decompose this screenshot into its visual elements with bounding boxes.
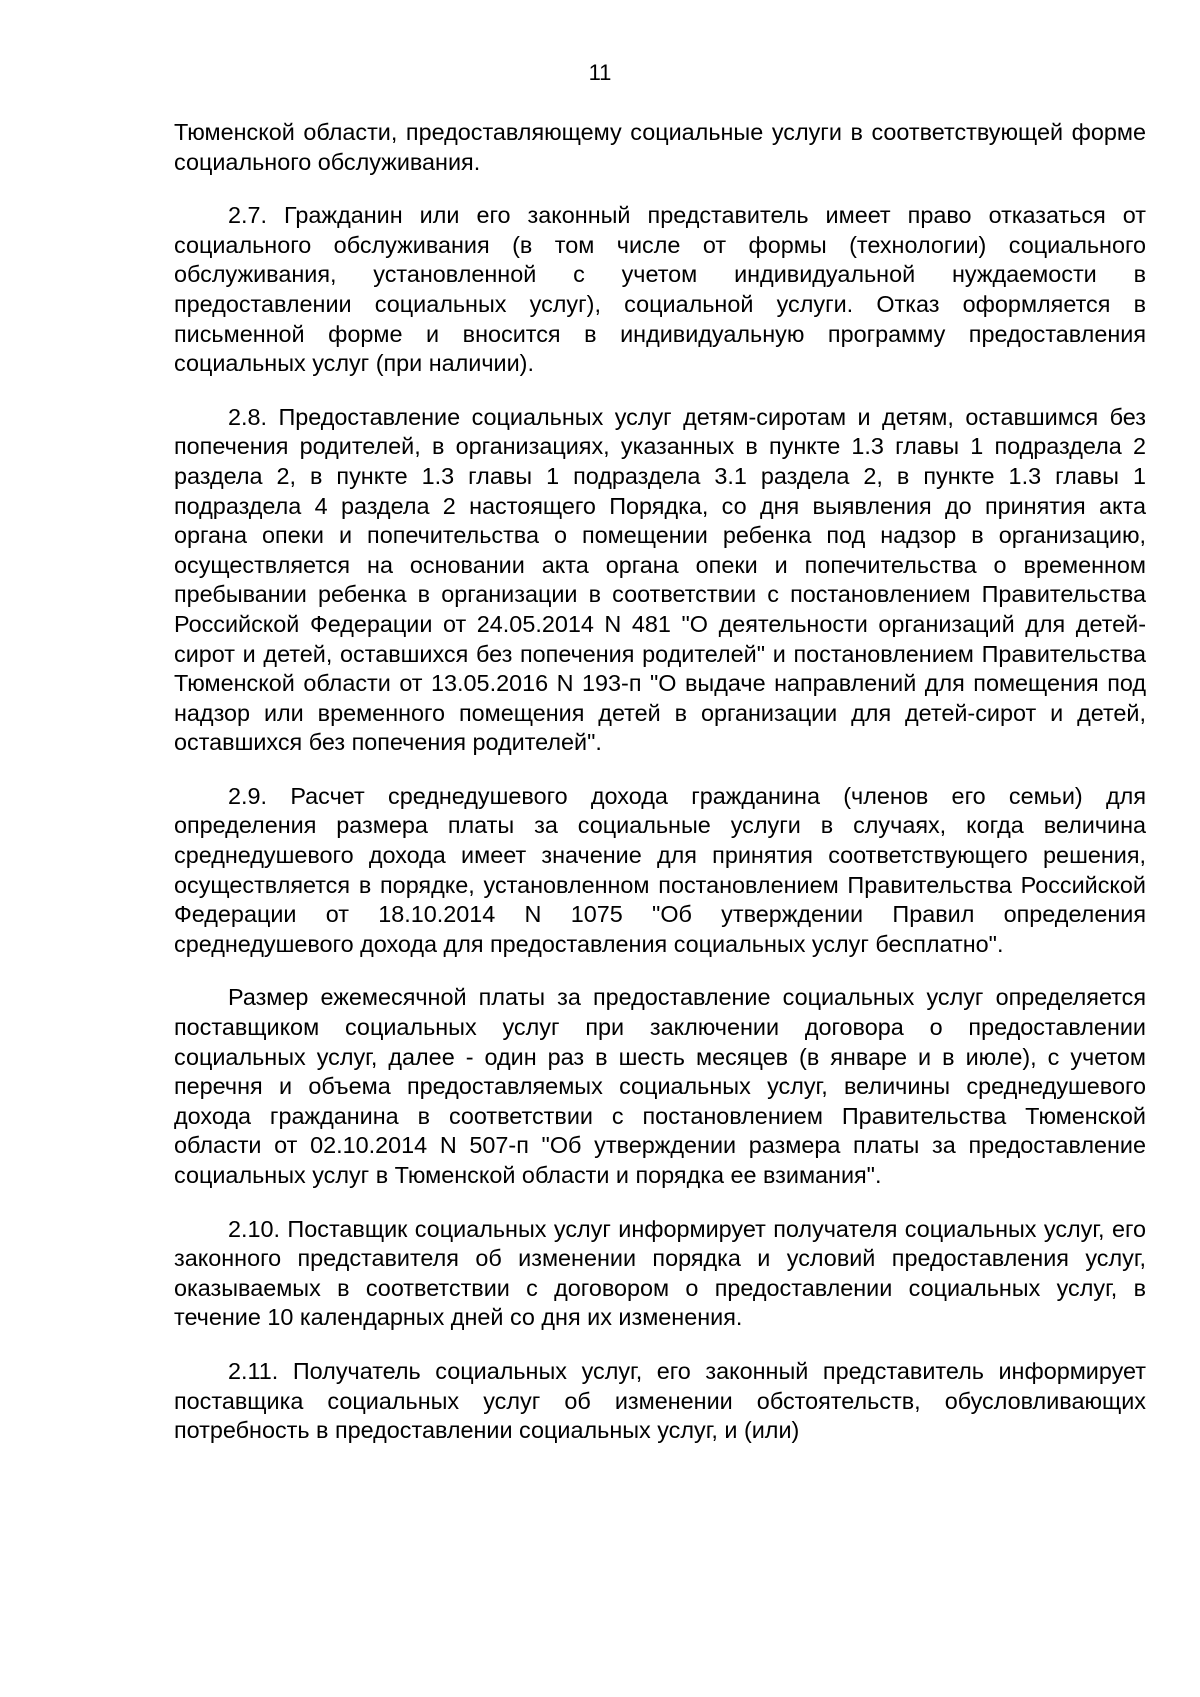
paragraph-2-9: 2.9. Расчет среднедушевого дохода гражданина (членов его семьи) для определения размера платы за социальные услуги в случаях, когда величина среднедушевого дохода имеет значение для принятия соответствующего решения, осуществляется в порядке, установленном постановлением Правительства Российской Федерации от 18.10.2014 N 1075 "Об утверждении Правил определения среднедушевого дохода для предоставления социальных услуг бесплатно".	[174, 782, 1146, 957]
paragraph-2-11: 2.11. Получатель социальных услуг, его законный представитель информирует поставщика социальных услуг об изменении обстоятельств, обусловливающих потребность в предоставлении социальных услуг, и (или)	[174, 1357, 1146, 1444]
document-body	[174, 118, 1146, 1470]
page-number: 11	[588, 60, 612, 85]
paragraph-2-10: 2.10. Поставщик социальных услуг информирует получателя социальных услуг, его законного представителя об изменении порядка и условий предоставления услуг, оказываемых в соответствии с договором о предоставлении социальных услуг, в течение 10 календарных дней со дня их изменения.	[174, 1215, 1146, 1331]
paragraph-payment-size: Размер ежемесячной платы за предоставление социальных услуг определяется поставщиком социальных услуг при заключении договора о предоставлении социальных услуг, далее - один раз в шесть месяцев (в январе и в июле), с учетом перечня и объема предоставляемых социальных услуг, величины среднедушевого дохода гражданина в соответствии с постановлением Правительства Тюменской области от 02.10.2014 N 507-п "Об утверждении размера платы за предоставление социальных услуг в Тюменской области и порядка ее взимания".	[174, 984, 1146, 1188]
paragraph-2-7: 2.7. Гражданин или его законный представитель имеет право отказаться от социального обслуживания (в том числе от формы (технологии) социального обслуживания, установленной с учетом индивидуальной нуждаемости в предоставлении социальных услуг), социальной услуги. Отказ оформляется в письменной форме и вносится в индивидуальную программу предоставления социальных услуг (при наличии).	[174, 202, 1146, 377]
paragraph-continuation: Тюменской области, предоставляющему социальные услуги в соответствующей форме социального обслуживания.	[174, 119, 1146, 175]
paragraph-2-8: 2.8. Предоставление социальных услуг детям-сиротам и детям, оставшимся без попечения родителей, в организациях, указанных в пункте 1.3 главы 1 подраздела 2 раздела 2, в пункте 1.3 главы 1 подраздела 3.1 раздела 2, в пункте 1.3 главы 1 подраздела 4 раздела 2 настоящего Порядка, со дня выявления до принятия акта органа опеки и попечительства о помещении ребенка под надзор в организацию, осуществляется на основании акта органа опеки и попечительства о временном пребывании ребенка в организации в соответствии с постановлением Правительства Российской Федерации от 24.05.2014 N 481 "О деятельности организаций для детей-сирот и детей, оставшихся без попечения родителей" и постановлением Правительства Тюменской области от 13.05.2016 N 193-п "О выдаче направлений для помещения под надзор или временного помещения детей в организации для детей-сирот и детей, оставшихся без попечения родителей".	[174, 403, 1146, 756]
